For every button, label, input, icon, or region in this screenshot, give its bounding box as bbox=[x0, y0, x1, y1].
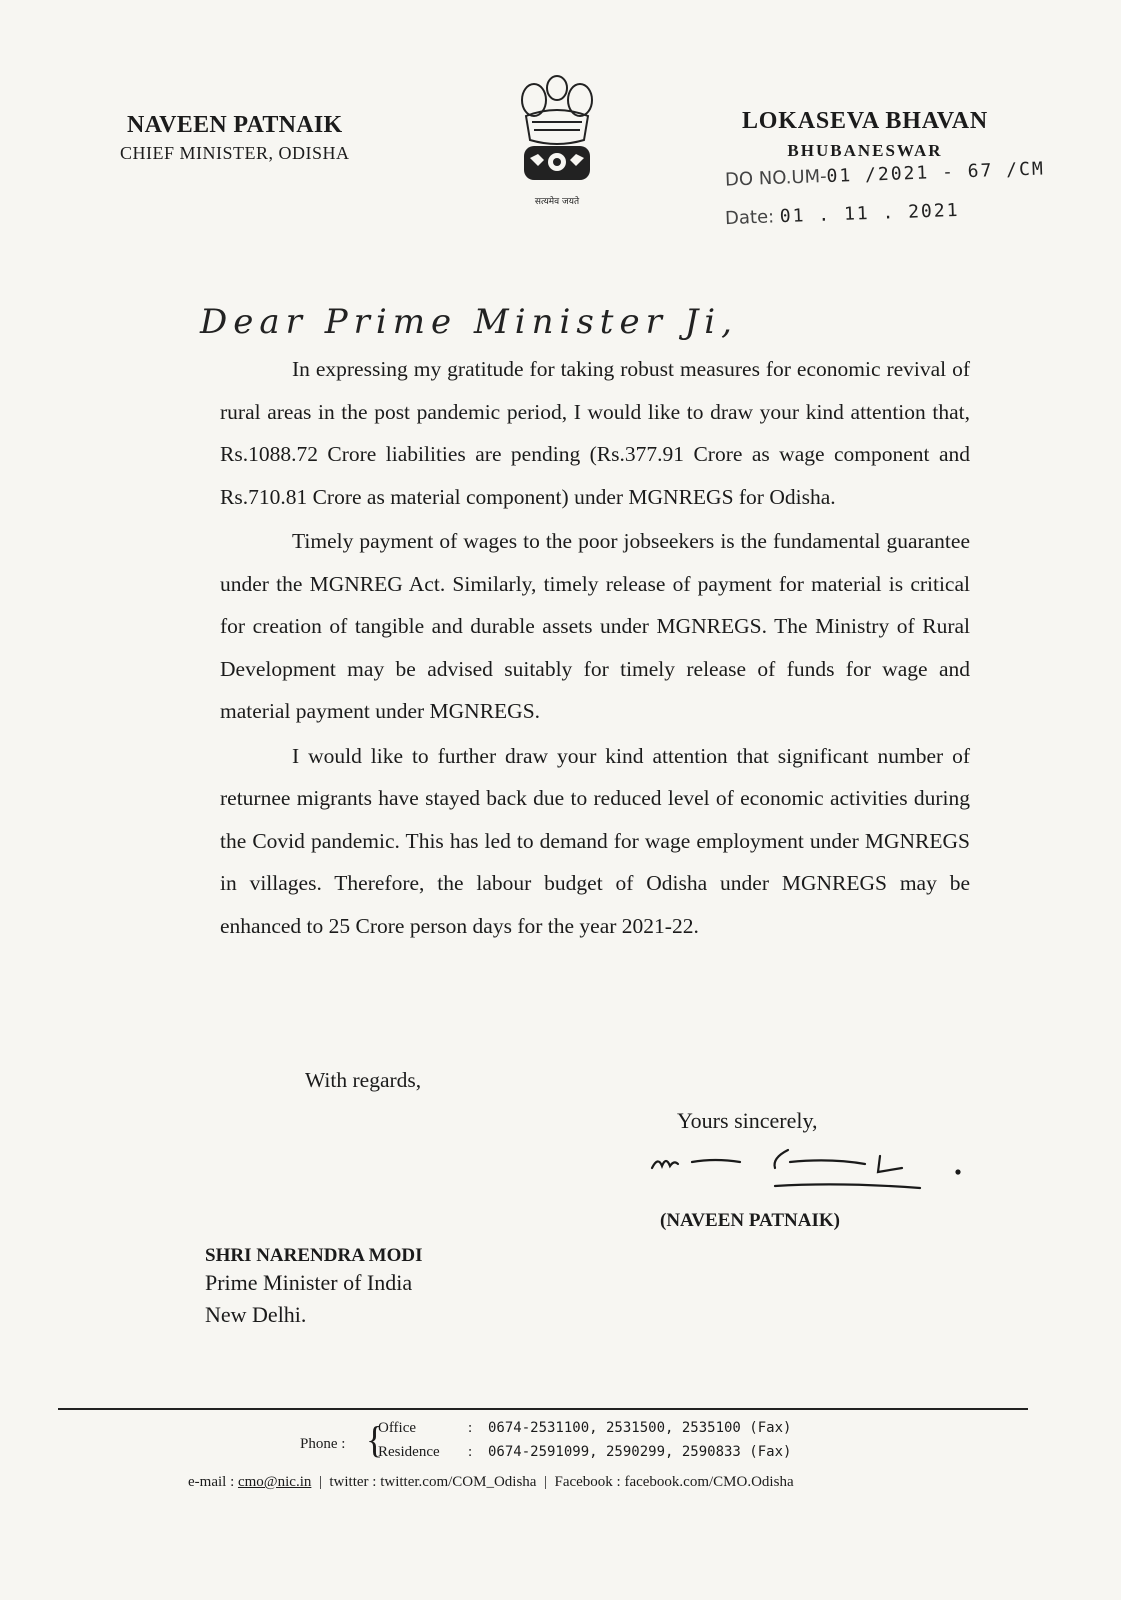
date-value: 01 . 11 . 2021 bbox=[779, 199, 960, 228]
brace-icon: { bbox=[366, 1419, 384, 1461]
facebook-label: Facebook : bbox=[554, 1474, 621, 1490]
sender-block bbox=[120, 112, 350, 164]
phone-label: Phone : bbox=[300, 1436, 346, 1452]
national-emblem-icon bbox=[512, 70, 602, 210]
closing-text: Yours sincerely, bbox=[677, 1108, 818, 1133]
office-city: BHUBANESWAR bbox=[787, 141, 943, 160]
office-block bbox=[724, 108, 1046, 230]
body-paragraph: I would like to further draw your kind attention that significant number of returnee migrants have stayed back due to reduced level of economic activities during the Covid pandemic. This has led to demand for wage employment under MGNREGS in villages. Therefore, the labour budget of Odisha under MGNREGS may be enhanced to 25 Crore person days for the year 2021-22. bbox=[220, 743, 970, 938]
salutation: Dear Prime Minister Ji, bbox=[200, 302, 738, 342]
letter-date bbox=[725, 200, 960, 229]
sender-designation: CHIEF MINISTER, ODISHA bbox=[120, 143, 350, 163]
reference-number bbox=[725, 158, 1045, 190]
residence-phone-row: Residence : 0674-2591099, 2590299, 2590833 (Fax) bbox=[378, 1444, 792, 1460]
addressee-title: Prime Minister of India bbox=[205, 1270, 413, 1295]
footer-divider bbox=[58, 1408, 1028, 1410]
signature-icon bbox=[640, 1138, 970, 1208]
office-phone-label: Office bbox=[378, 1420, 417, 1436]
body-paragraph: In expressing my gratitude for taking robust measures for economic revival of rural areas in the post pandemic period, I would like to draw your kind attention that, Rs.1088.72 Crore liabilities are pending (Rs.377.91 Crore as wage component and Rs.710.81 Crore as material component) under MGNREGS for Odisha. bbox=[220, 357, 970, 509]
residence-phone-numbers: 0674-2591099, 2590299, 2590833 (Fax) bbox=[488, 1444, 792, 1460]
regards: With regards, bbox=[305, 1068, 422, 1092]
email-link[interactable]: cmo@nic.in bbox=[237, 1474, 312, 1490]
sender-name: NAVEEN PATNAIK bbox=[126, 112, 343, 138]
body-paragraph: Timely payment of wages to the poor jobseekers is the fundamental guarantee under the MGNREG Act. Similarly, timely release of payment for material is critical for creation of tangible and durable assets under MGNREGS. The Ministry of Rural Development may be advised suitably for timely release of funds for wage and material payment under MGNREGS. bbox=[220, 529, 970, 723]
office-phone-row: Office : 0674-2531100, 2531500, 2535100 (Fax) bbox=[378, 1420, 792, 1436]
twitter-link[interactable]: twitter.com/COM_Odisha bbox=[380, 1474, 537, 1490]
addressee-block bbox=[205, 1245, 422, 1331]
twitter-label: twitter : bbox=[329, 1474, 377, 1490]
letter-body bbox=[220, 348, 970, 947]
reference-value: 01 /2021 - 67 /CM bbox=[826, 158, 1046, 188]
signer-name: (NAVEEN PATNAIK) bbox=[660, 1210, 840, 1231]
date-label: Date: bbox=[724, 206, 775, 230]
reference-label: DO NO.UM- bbox=[724, 166, 827, 191]
contact-line: e-mail : cmo@nic.in | twitter : twitter.com/COM_Odisha | Facebook : facebook.com/CMO.Odisha bbox=[188, 1474, 794, 1490]
emblem-caption: सत्यमेव जयते bbox=[534, 197, 580, 207]
office-phone-numbers: 0674-2531100, 2531500, 2535100 (Fax) bbox=[488, 1420, 792, 1436]
addressee-name: SHRI NARENDRA MODI bbox=[205, 1245, 423, 1266]
addressee-city: New Delhi. bbox=[205, 1302, 307, 1327]
residence-phone-label: Residence bbox=[378, 1444, 440, 1460]
email-label: e-mail : bbox=[188, 1474, 235, 1490]
office-name: LOKASEVA BHAVAN bbox=[741, 108, 989, 134]
facebook-link[interactable]: facebook.com/CMO.Odisha bbox=[624, 1474, 794, 1490]
